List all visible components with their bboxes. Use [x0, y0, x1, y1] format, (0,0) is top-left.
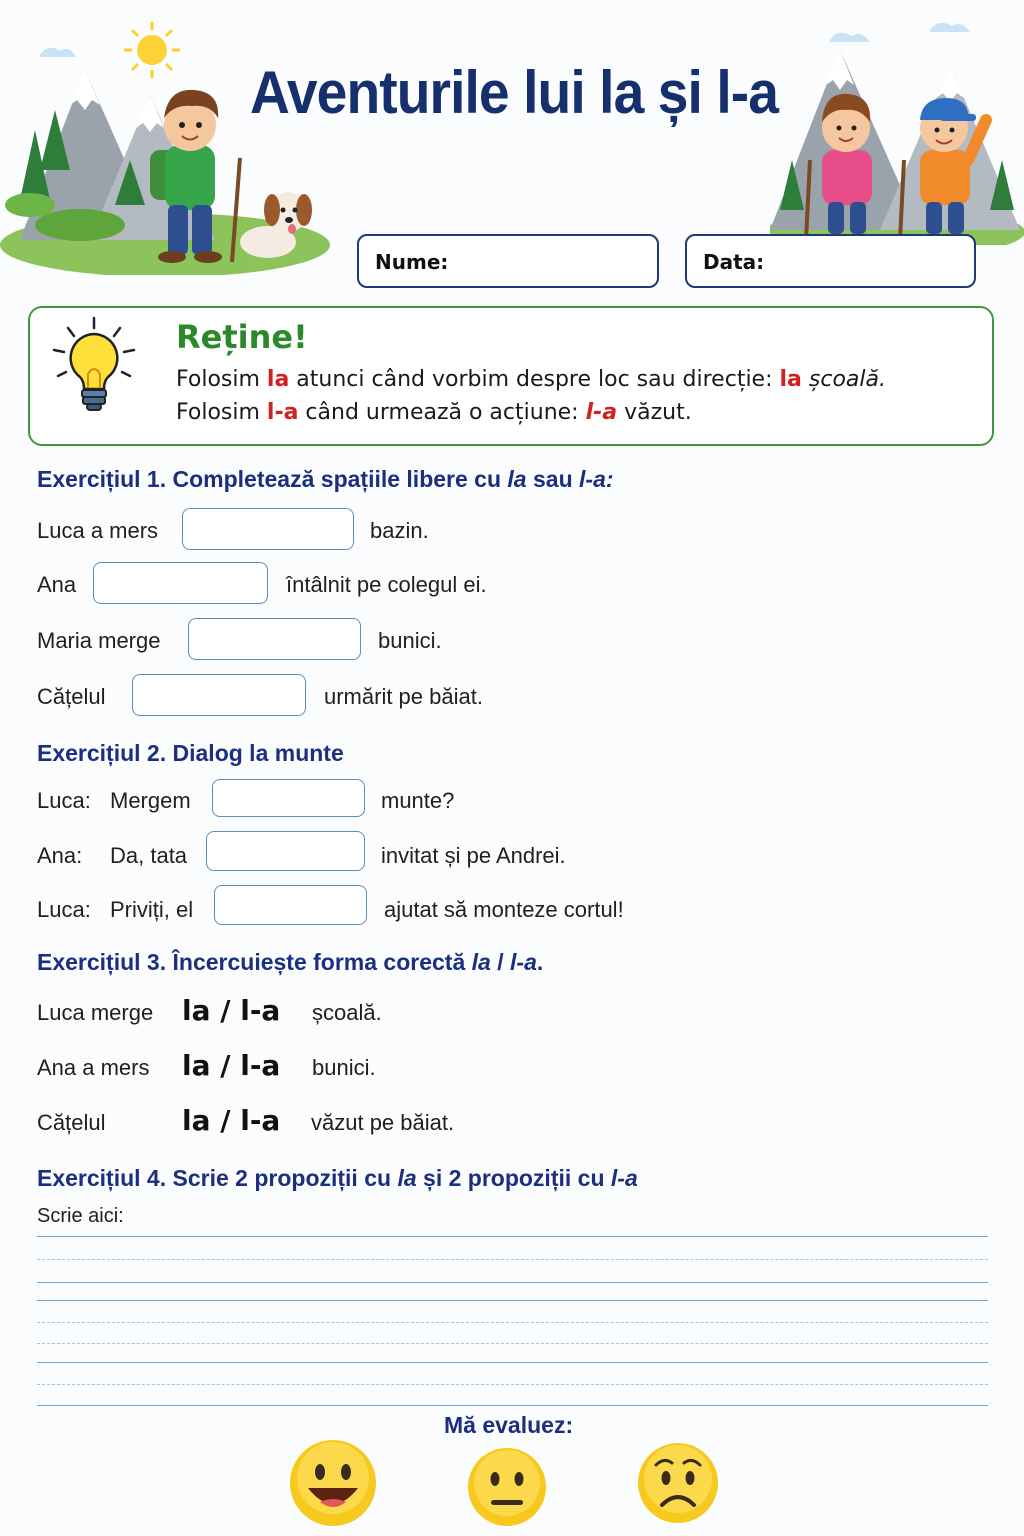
ex2-line-2-after: invitat și pe Andrei.	[381, 843, 566, 868]
rule-title: Reține!	[176, 318, 308, 356]
ex2-line-3-before: Priviți, el	[110, 897, 194, 922]
header-illustration-right	[770, 10, 1024, 245]
name-field[interactable]	[357, 234, 659, 288]
ex2-line-2-blank[interactable]	[206, 831, 365, 871]
ex3-item-3-before: Cățelul	[37, 1110, 106, 1135]
ex3-item-3-after: văzut pe băiat.	[311, 1110, 455, 1135]
ex2-line-2-before: Da, tata	[110, 843, 188, 868]
ex1-item-4-before: Cățelul	[37, 684, 106, 709]
ex3-item-3-options[interactable]: la / l-a	[182, 1104, 281, 1137]
sun-icon	[124, 22, 180, 78]
ex2-line-2-speaker: Ana:	[37, 843, 83, 868]
date-field[interactable]	[685, 234, 976, 288]
writing-line[interactable]	[37, 1405, 988, 1406]
exercise-1-heading: Exercițiul 1. Completează spațiile libere cu la sau l-a:	[37, 466, 614, 492]
write-here-label: Scrie aici:	[37, 1205, 124, 1227]
writing-guide-line	[37, 1343, 988, 1344]
ex3-item-1-before: Luca merge	[37, 1000, 154, 1025]
happy-face-icon[interactable]	[288, 1438, 378, 1528]
date-label: Data:	[703, 250, 765, 274]
ex2-line-1-after: munte?	[381, 788, 455, 813]
ex2-line-3-blank[interactable]	[214, 885, 367, 925]
writing-line[interactable]	[37, 1362, 988, 1363]
ex1-item-2-after: întâlnit pe colegul ei.	[286, 572, 487, 597]
ex3-item-2-options[interactable]: la / l-a	[182, 1049, 281, 1082]
ex1-item-1-before: Luca a mers	[37, 518, 159, 543]
ex2-line-1-speaker: Luca:	[37, 788, 91, 813]
ex2-line-3-after: ajutat să monteze cortul!	[384, 897, 624, 922]
ex2-line-1-blank[interactable]	[212, 779, 365, 817]
ex1-item-4-after: urmărit pe băiat.	[324, 684, 483, 709]
ex1-item-4-blank[interactable]	[132, 674, 306, 716]
ex2-line-3-speaker: Luca:	[37, 897, 91, 922]
exercise-3-heading: Exercițiul 3. Încercuiește forma corectă la / l-a.	[37, 949, 544, 975]
writing-guide-line	[37, 1384, 988, 1385]
writing-line[interactable]	[37, 1300, 988, 1301]
rule-line-2: Folosim l-a când urmează o acțiune: l-a văzut.	[176, 400, 692, 425]
ex1-item-3-before: Maria merge	[37, 628, 161, 653]
exercise-2-heading: Exercițiul 2. Dialog la munte	[37, 740, 344, 766]
exercise-4-heading: Exercițiul 4. Scrie 2 propoziții cu la și 2 propoziții cu l-a	[37, 1165, 638, 1191]
ex2-line-1-before: Mergem	[110, 788, 191, 813]
lightbulb-icon	[48, 316, 140, 416]
writing-line[interactable]	[37, 1236, 988, 1237]
neutral-face-icon[interactable]	[466, 1446, 548, 1528]
self-evaluation-label: Mă evaluez:	[444, 1412, 574, 1438]
writing-guide-line	[37, 1322, 988, 1323]
ex3-item-1-options[interactable]: la / l-a	[182, 994, 281, 1027]
header-illustration-left	[0, 10, 330, 275]
writing-line[interactable]	[37, 1282, 988, 1283]
page-title: Aventurile lui la și l-a	[250, 59, 779, 126]
writing-guide-line	[37, 1259, 988, 1260]
ex3-item-2-after: bunici.	[312, 1055, 376, 1080]
ex1-item-1-blank[interactable]	[182, 508, 354, 550]
sad-face-icon[interactable]	[636, 1441, 720, 1525]
rule-line-1: Folosim la atunci când vorbim despre loc sau direcție: la școală.	[176, 367, 886, 392]
ex1-item-1-after: bazin.	[370, 518, 429, 543]
ex1-item-3-blank[interactable]	[188, 618, 361, 660]
ex1-item-2-blank[interactable]	[93, 562, 268, 604]
name-label: Nume:	[375, 250, 449, 274]
ex1-item-3-after: bunici.	[378, 628, 442, 653]
ex1-item-2-before: Ana	[37, 572, 77, 597]
ex3-item-2-before: Ana a mers	[37, 1055, 150, 1080]
ex3-item-1-after: școală.	[312, 1000, 382, 1025]
